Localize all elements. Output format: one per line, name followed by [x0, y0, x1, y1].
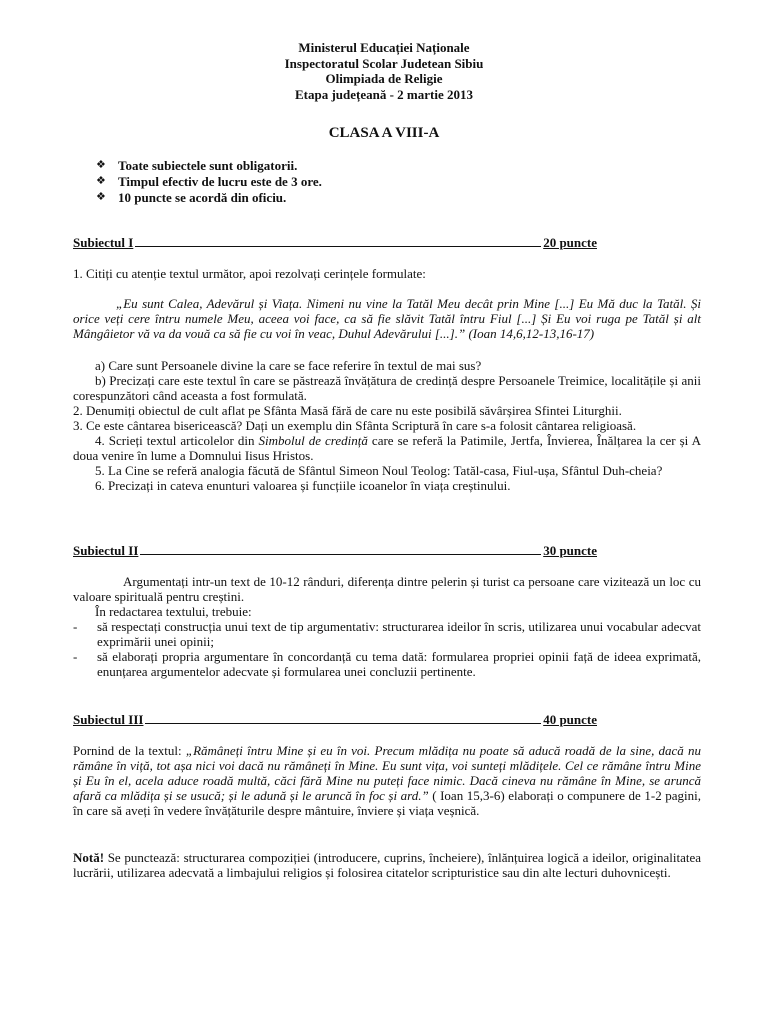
section-1-intro: 1. Citiți cu atenție textul următor, apoi rezolvați cerințele formulate: — [73, 266, 426, 281]
section-1-title: Subiectul I — [73, 235, 134, 250]
section-1-rule — [135, 235, 541, 247]
class-title: CLASA A VIII-A — [328, 125, 440, 141]
rule-item: ❖ Timpul efectiv de lucru este de 3 ore. — [96, 173, 322, 189]
question-2: 2. Denumiți obiectul de cult aflat pe Sfânta Masă fără de care nu este posibilă săvârșirea Sfintei Liturghii. — [73, 403, 622, 418]
section-2-rule — [140, 543, 541, 555]
question-1a: a) Care sunt Persoanele divine la care se face referire în textul de mai sus? — [95, 358, 482, 373]
section-3-points: 40 puncte — [543, 712, 597, 727]
inspectorate-line: Inspectoratul Scolar Judetean Sibiu — [284, 55, 484, 71]
section-3-title: Subiectul III — [73, 712, 144, 727]
stage-date-line: Etapa județeană - 2 martie 2013 — [294, 86, 473, 102]
section-2-requirements-intro: În redactarea textului, trebuie: — [95, 604, 252, 619]
question-3: 3. Ce este cântarea bisericească? Dați un exemplu din Sfânta Scriptură în care s-a folosit cântarea religioasă. — [73, 418, 637, 433]
document-header — [0, 40, 768, 102]
ministry-line: Ministerul Educației Naționale — [298, 40, 470, 55]
question-1b: b) Precizați care este textul în care se păstrează învățătura de credință despre Persoanele Treimice, localitățile și anii corespunzători când aceasta a fost formulată. — [73, 373, 701, 403]
section-1-heading — [73, 235, 597, 250]
section-3-heading — [73, 712, 597, 727]
section-1-points: 20 puncte — [543, 235, 597, 250]
diamond-bullet-icon: ❖ — [96, 190, 106, 203]
section-2-body — [73, 574, 701, 679]
question-6: 6. Precizați in cateva enunturi valoarea și funcțiile icoanelor în viața creștinului. — [95, 478, 511, 493]
diamond-bullet-icon: ❖ — [96, 158, 106, 171]
rule-item: ❖ Toate subiectele sunt obligatorii. — [96, 157, 298, 173]
section-2-task: Argumentați intr-un text de 10-12 rânduri, diferența dintre pelerin și turist ca persoane care vizitează un loc cu valoare spirituală pentru creștini. — [73, 574, 701, 604]
section-1-quote: „Eu sunt Calea, Adevărul și Viața. Nimeni nu vine la Tatăl Meu decât prin Mine [...] Eu Mă duc la Tatăl. Și orice veți cere întru numele Meu, aceea voi face, ca să fie slăvit Tatăl întru Fiul [...] Și Eu voi ruga pe Tatăl și alt Mângâietor vă va da vouă ca să fie cu voi în veac, Duhul Adevărului [...].” (Ioan 14,6,12-13,16-17) — [73, 296, 701, 341]
section-3-note: Notă! Se punctează: structurarea compoziției (introducere, cuprins, încheiere), înlănțuirea logică a ideilor, originalitatea lucrării, utilizarea adecvată a limbajului religios și folosirea citatelor scripturistice sau din alte lecturi duhovnicești. — [73, 850, 701, 880]
note-label: Notă! — [73, 850, 105, 865]
rule-item: ❖ 10 puncte se acordă din oficiu. — [96, 189, 287, 205]
section-3-task: Pornind de la textul: „Rămâneți întru Mine și eu în voi. Precum mlădița nu poate să aducă roadă de la sine, dacă nu rămâne în viță, tot așa nici voi dacă nu rămâneți în Mine. Eu sunt vița, voi sunteți mlădițele. Cel ce rămâne întru Mine și Eu în el, acela aduce roadă multă, căci fără Mine nu puteți face nimic. Dacă cineva nu rămâne în Mine, se aruncă afară ca mlădița și se usucă; și le adună și le aruncă în foc și ard.” ( Ioan 15,3-6) elaborați o compunere de 1-2 pagini, în care să aveți în vedere învățăturile despre mântuire, înviere și viața veșnică. — [73, 743, 702, 818]
section-2-heading — [73, 543, 597, 558]
requirement-item: - să respectați construcția unui text de tip argumentativ: structurarea ideilor în scris, utilizarea unui vocabular adecvat exprimării unei opinii; — [73, 619, 701, 649]
section-3-quote: „Rămâneți întru Mine și eu în voi. Precum mlădița nu poate să aducă roadă de la sine, dacă nu rămâne în viță, tot așa nici voi dacă nu rămâneți în Mine. Eu sunt vița, voi sunteți mlădițele. Cel ce rămâne întru Mine și Eu în el, acela aduce roadă multă, căci fără Mine nu puteți face nimic. Dacă cineva nu rămâne în Mine, se aruncă afară ca mlădița și se usucă; și le adună și le aruncă în foc și ard.” — [73, 743, 702, 803]
question-4: 4. Scrieți textul articolelor din Simbolul de credință care se referă la Patimile, Jertfa, Învierea, Înălțarea la cer și A doua venire în lume a Domnului Iisus Hristos. — [73, 433, 701, 463]
section-1-questions — [73, 358, 701, 493]
requirement-item: - să elaborați propria argumentare în concordanță cu tema dată: formularea propriei opinii față de ideea exprimată, enunțarea argumentelor adecvate și formularea unei concluzii pertinente. — [73, 649, 701, 679]
section-3-rule — [145, 712, 541, 724]
diamond-bullet-icon: ❖ — [96, 174, 106, 187]
question-5: 5. La Cine se referă analogia făcută de Sfântul Simeon Noul Teolog: Tatăl-casa, Fiul-ușa, Sfântul Duh-cheia? — [95, 463, 663, 478]
olympiad-line: Olimpiada de Religie — [325, 71, 443, 86]
section-2-points: 30 puncte — [543, 543, 597, 558]
rules-list — [96, 157, 696, 205]
section-2-title: Subiectul II — [73, 543, 139, 558]
